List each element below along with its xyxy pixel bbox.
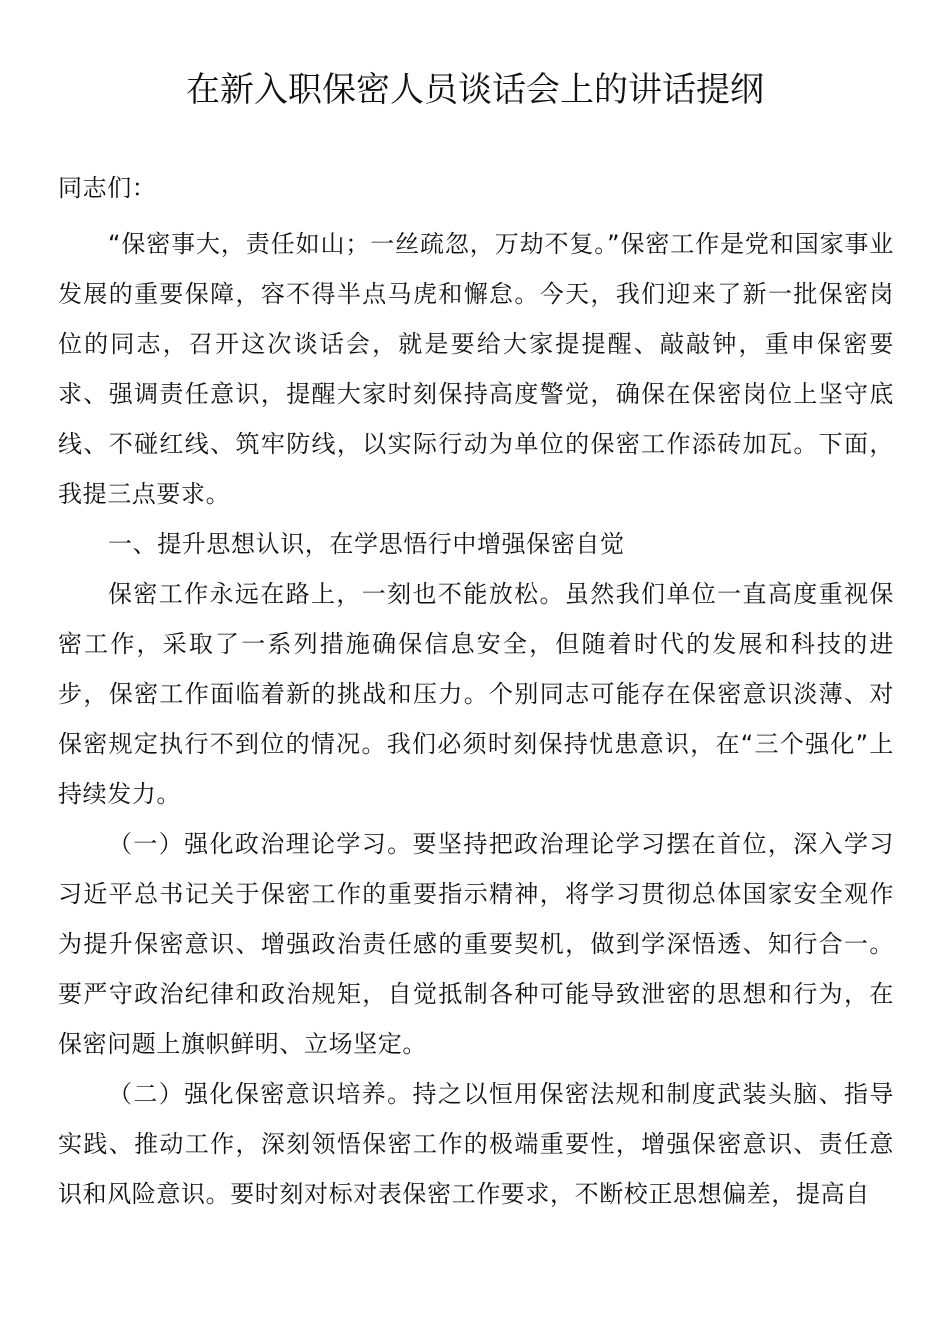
paragraph-section-1: 保密工作永远在路上，一刻也不能放松。虽然我们单位一直高度重视保密工作，采取了一系列措施确保信息安全，但随着时代的发展和科技的进步，保密工作面临着新的挑战和压力。个别同志可能存在保密意识淡薄、对保密规定执行不到位的情况。我们必须时刻保持忧患意识，在“三个强化”上持续发力。 xyxy=(58,580,894,808)
document-body xyxy=(58,163,894,1219)
salutation: 同志们： xyxy=(58,174,157,202)
document-title: 在新入职保密人员谈话会上的讲话提纲 xyxy=(186,70,764,110)
paragraph-intro: “保密事大，责任如山；一丝疏忽，万劫不复。”保密工作是党和国家事业发展的重要保障，容不得半点马虎和懈怠。今天，我们迎来了新一批保密岗位的同志，召开这次谈话会，就是要给大家提提醒、敲敲钟，重申保密要求、强调责任意识，提醒大家时刻保持高度警觉，确保在保密岗位上坚守底线、不碰红线、筑牢防线，以实际行动为单位的保密工作添砖加瓦。下面，我提三点要求。 xyxy=(58,230,894,508)
paragraph-subsection-1: （一）强化政治理论学习。要坚持把政治理论学习摆在首位，深入学习习近平总书记关于保密工作的重要指示精神，将学习贯彻总体国家安全观作为提升保密意识、增强政治责任感的重要契机，做到学深悟透、知行合一。要严守政治纪律和政治规矩，自觉抵制各种可能导致泄密的思想和行为，在保密问题上旗帜鲜明、立场坚定。 xyxy=(58,830,894,1058)
section-heading-1: 一、提升思想认识，在学思悟行中增强保密自觉 xyxy=(108,530,625,558)
paragraph-subsection-2: （二）强化保密意识培养。持之以恒用保密法规和制度武装头脑、指导实践、推动工作，深刻领悟保密工作的极端重要性，增强保密意识、责任意识和风险意识。要时刻对标对表保密工作要求，不断校正思想偏差，提高自 xyxy=(58,1080,894,1208)
